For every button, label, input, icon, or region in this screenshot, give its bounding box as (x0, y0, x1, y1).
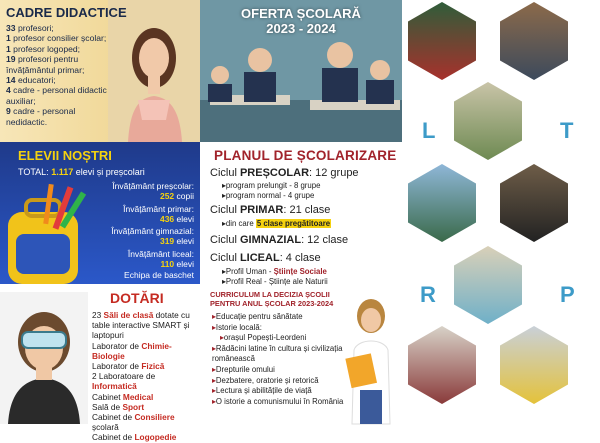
dotari-item: 2 Laboratoare de Informatică (92, 371, 156, 392)
dotari-item: 23 Săli de clasă dotate cu table interactive SMART și laptopuri (92, 310, 190, 341)
dotari-panel (0, 284, 200, 443)
cadre-list (6, 23, 118, 127)
primar-details (222, 219, 331, 229)
elevi-liceal: Învățământ liceal: 110 elevi (127, 249, 194, 269)
logo-letter-t: T (560, 118, 574, 143)
oferta-years: 2023 - 2024 (266, 21, 336, 36)
ciclu-liceal: Ciclul LICEAL: 4 clase (210, 252, 321, 264)
cadre-item: 33 profesori; (6, 23, 54, 33)
prescolar-item: ▸ program prelungit - 8 grupe (222, 181, 320, 191)
cadre-item: 14 educatori; (6, 75, 56, 86)
liceal-item: ▸ Profil Uman - Științe Sociale (222, 267, 328, 277)
dotari-item: Laborator de Chimie-Biologie (92, 340, 172, 361)
prescolar-item: ▸ program normal - 4 grupe (222, 191, 320, 201)
dotari-title: DOTĂRI (110, 290, 164, 306)
hex-photo-dance (454, 82, 522, 160)
prescolar-details (222, 181, 320, 201)
dotari-item: Cabinet de Consiliere școlară (92, 412, 175, 433)
oferta-title (200, 6, 402, 36)
curriculum-item: ▸ Drepturile omului (212, 365, 352, 376)
elevi-gimnazial: Învățământ gimnazial: 319 elevi (111, 226, 194, 246)
elevi-total: TOTAL: 1.117 elevi și preșcolari (18, 167, 145, 177)
curriculum-item: ▸ Dezbatere, oratorie și retorică (212, 376, 352, 387)
dotari-item: Cabinet de Logopedie (92, 432, 177, 443)
ciclu-gimnazial: Ciclul GIMNAZIAL: 12 clase (210, 234, 349, 246)
dotari-item: Cabinet Medical (92, 391, 154, 402)
curriculum-item: ▸ orașul Popești-Leordeni (212, 333, 352, 344)
elevi-panel (0, 142, 200, 284)
ciclu-prescolar: Ciclul PREȘCOLAR: 12 grupe (210, 167, 359, 179)
elevi-echipe: Echipa de baschet (124, 270, 194, 280)
cadre-didactice-panel (0, 0, 200, 142)
cadre-item: 1 profesor consilier școlar; (6, 33, 107, 44)
elevi-primar: Învățământ primar: 436 elevi (123, 204, 194, 224)
cadre-item: 1 profesor logoped; (6, 43, 81, 54)
dotari-item: Sală de Sport (92, 401, 145, 412)
oferta-heading: OFERTA ȘCOLARĂ (241, 6, 361, 21)
hex-photo-christmas (408, 2, 476, 80)
curriculum-list (212, 312, 352, 407)
teacher-photo (108, 0, 200, 142)
oferta-photo-panel (200, 0, 402, 142)
curriculum-item: ▸ O istorie a comunismului în România (212, 397, 352, 408)
hex-photo-group (500, 2, 568, 80)
cadre-title: CADRE DIDACTICE (6, 5, 127, 20)
cadre-item: 9 cadre - personal nedidactic. (6, 106, 76, 127)
ciclu-primar: Ciclul PRIMAR: 21 clase (210, 204, 331, 216)
hex-photo-open-doors (454, 246, 522, 324)
logo-letter-r: R (420, 282, 436, 307)
student-girl-photo (340, 294, 402, 424)
hex-photo-kids (500, 326, 568, 404)
primar-item: ▸ din care 5 clase pregătitoare (222, 219, 331, 229)
logo-letter-p: P (560, 282, 575, 307)
hex-photo-gym (408, 326, 476, 404)
curriculum-item: ▸ Istorie locală: (212, 323, 352, 334)
curriculum-item: ▸ Rădăcini latine în cultura și civilizația românească (212, 344, 352, 365)
dotari-item: Laborator de Fizică (92, 361, 165, 372)
cadre-item: 4 cadre - personal didactic auxiliar; (6, 85, 107, 106)
elevi-prescolar: Învățământ preșcolar: 252 copii (112, 181, 194, 201)
logo-letter-l: L (422, 118, 436, 143)
student-goggles-photo (0, 292, 88, 424)
hex-photo-team (408, 164, 476, 242)
cadre-item: 19 profesori pentru învățământul primar; (6, 54, 85, 75)
elevi-title: ELEVII NOȘTRI (18, 148, 112, 163)
dotari-list (92, 310, 200, 443)
plan-panel (200, 142, 402, 424)
curriculum-item: ▸ Lectura și abilitățile de viață (212, 386, 352, 397)
hex-photo-graduation (500, 164, 568, 242)
curriculum-title: CURRICULUM LA DECIZIA ȘCOLII PENTRU ANUL ȘCOLAR 2023-2024 (210, 290, 334, 308)
photo-collage (402, 0, 600, 424)
liceal-details (222, 267, 328, 287)
curriculum-item: ▸ Educație pentru sănătate (212, 312, 352, 323)
plan-title: PLANUL DE ȘCOLARIZARE (214, 148, 397, 163)
liceal-item: ▸ Profil Real - Științe ale Naturii (222, 277, 328, 287)
backpack-illustration (0, 182, 108, 284)
